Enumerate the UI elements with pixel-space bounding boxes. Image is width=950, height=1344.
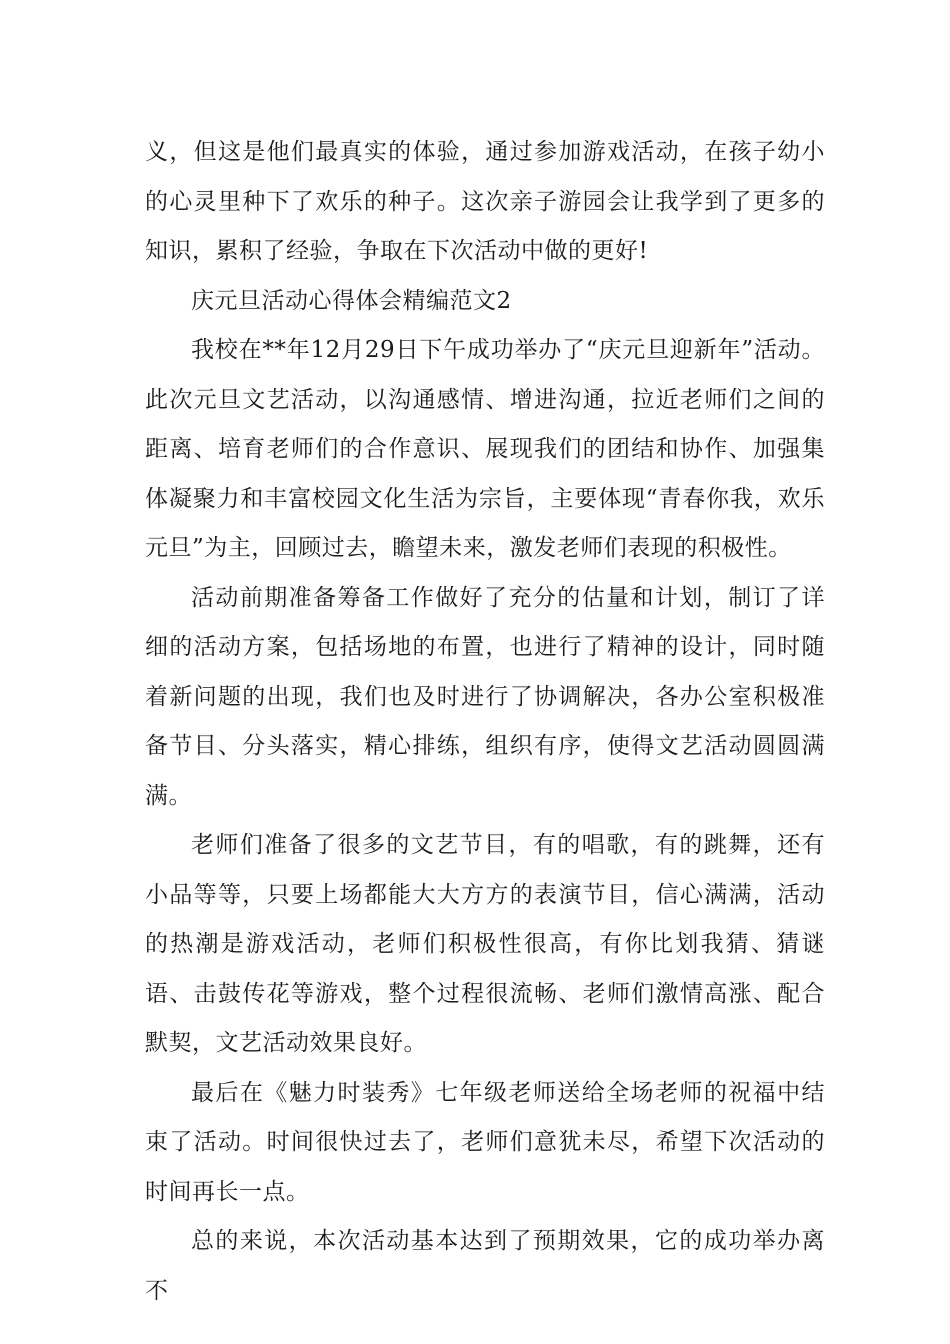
- section-heading: 庆元旦活动心得体会精编范文2: [191, 287, 512, 314]
- document-body: [145, 128, 825, 1316]
- paragraph-conclusion: 总的来说，本次活动基本达到了预期效果，它的成功举办离不: [145, 1228, 825, 1304]
- paragraph-preparation: 活动前期准备筹备工作做好了充分的估量和计划，制订了详细的活动方案，包括场地的布置，也进行了精神的设计，同时随着新问题的出现，我们也及时进行了协调解决，各办公室积极准备节目、分头落实，精心排练，组织有序，使得文艺活动圆圆满满。: [145, 584, 825, 809]
- paragraph-closing: 最后在《魅力时装秀》七年级老师送给全场老师的祝福中结束了活动。时间很快过去了，老师们意犹未尽，希望下次活动的时间再长一点。: [145, 1079, 825, 1205]
- paragraph-event-summary: 我校在**年12月29日下午成功举办了“庆元旦迎新年”活动。此次元旦文艺活动，以沟通感情、增进沟通，拉近老师们之间的距离、培育老师们的合作意识、展现我们的团结和协作、加强集体凝聚力和丰富校园文化生活为宗旨，主要体现“青春你我，欢乐元旦”为主，回顾过去，瞻望未来，激发老师们表现的积极性。: [145, 337, 825, 561]
- paragraph-performances: 老师们准备了很多的文艺节目，有的唱歌，有的跳舞，还有小品等等，只要上场都能大大方方的表演节目，信心满满，活动的热潮是游戏活动，老师们积极性很高，有你比划我猜、猜谜语、击鼓传花等游戏，整个过程很流畅、老师们激情高涨、配合默契，文艺活动效果良好。: [145, 832, 825, 1056]
- paragraph-continuation: 义，但这是他们最真实的体验，通过参加游戏活动，在孩子幼小的心灵里种下了欢乐的种子。这次亲子游园会让我学到了更多的知识，累积了经验，争取在下次活动中做的更好!: [145, 139, 825, 264]
